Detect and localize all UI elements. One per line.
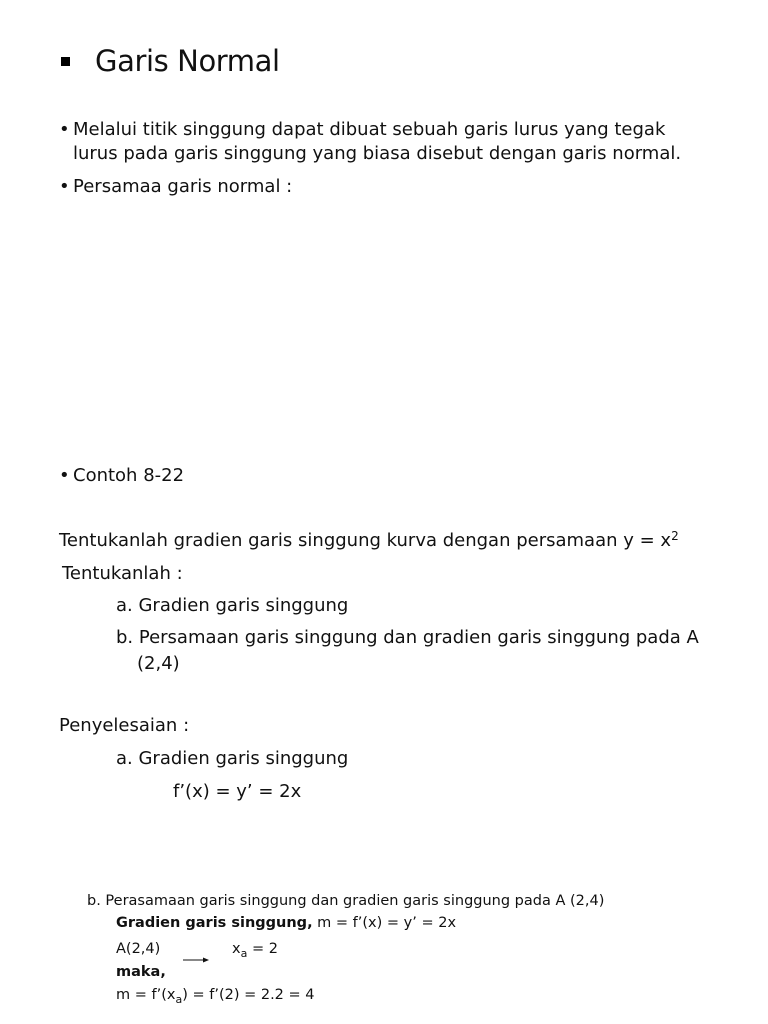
xa-value: = 2	[247, 941, 278, 957]
solution-label: Penyelesaian :	[59, 715, 190, 736]
derivative-equation: f’(x) = y’ = 2x	[173, 781, 302, 802]
gradient-label: Gradien garis singgung,	[116, 915, 313, 931]
tentukanlah-label: Tentukanlah :	[62, 563, 183, 584]
m-equation	[116, 985, 315, 1005]
example-item-a: a. Gradien garis singgung	[116, 595, 349, 616]
exponent: 2	[671, 529, 679, 543]
page-title: Garis Normal	[95, 44, 280, 78]
example-item-b-line-1: b. Persamaan garis singgung dan gradien garis singgung pada A	[116, 627, 699, 648]
solution-b-title: b. Perasamaan garis singgung dan gradien garis singgung pada A (2,4)	[87, 893, 605, 909]
bullet-3: Contoh 8-22	[73, 465, 185, 486]
xa-equation	[232, 939, 278, 959]
bullet-dot: •	[59, 119, 70, 140]
solution-item-a: a. Gradien garis singgung	[116, 748, 349, 769]
xa-variable: x	[232, 941, 241, 957]
bullet-1-line-2: lurus pada garis singgung yang biasa disebut dengan garis normal.	[73, 143, 682, 164]
maka-label: maka,	[116, 964, 166, 980]
gradient-line	[116, 913, 456, 933]
arrow-icon	[183, 956, 209, 964]
point-a: A(2,4)	[116, 941, 161, 957]
xa-subscript: a	[240, 947, 248, 960]
bullet-dot: •	[59, 176, 70, 197]
bullet-1-line-1: Melalui titik singgung dapat dibuat sebuah garis lurus yang tegak	[73, 119, 666, 140]
heading-bullet-square	[61, 57, 70, 66]
bullet-2: Persamaa garis normal :	[73, 176, 293, 197]
example-item-b-line-2: (2,4)	[137, 653, 180, 674]
example-problem	[59, 529, 679, 553]
bullet-dot: •	[59, 465, 70, 486]
example-problem-text: Tentukanlah gradien garis singgung kurva dengan persamaan y = x	[59, 530, 672, 551]
m-prefix: m = f’(x	[116, 987, 176, 1003]
m-rest: ) = f’(2) = 2.2 = 4	[182, 987, 315, 1003]
gradient-equation: m = f’(x) = y’ = 2x	[312, 915, 457, 931]
m-subscript: a	[175, 993, 183, 1006]
